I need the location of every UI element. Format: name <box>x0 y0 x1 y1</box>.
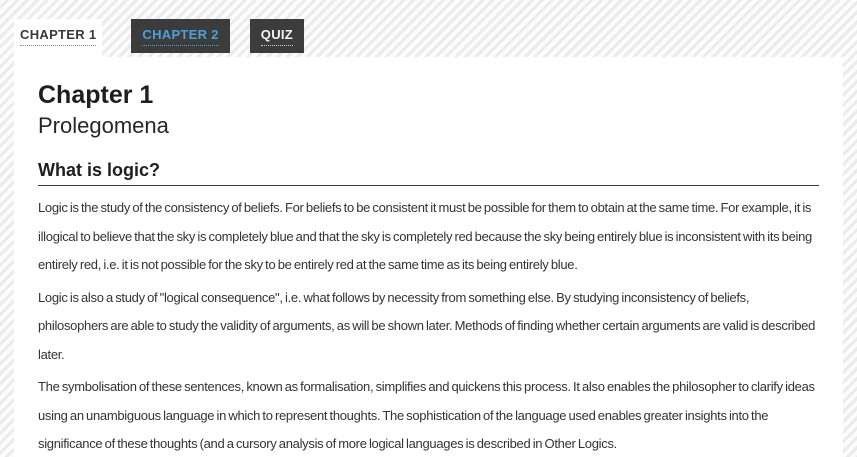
paragraph-3: The symbolisation of these sentences, known as formalisation, simplifies and quickens this process. It also enables the philosopher to clarify ideas using an unambiguous language in which to represent thoughts. The sophistication of the language used enables greater insights into the significance of these thoughts (and a cursory analysis of more logical languages is described in Other Logics. <box>38 379 815 452</box>
paragraph-1: Logic is the study of the consistency of beliefs. For beliefs to be consistent it must be possible for them to obtain at the same time. For example, it is illogical to believe that the sky is completely blue and that the sky is completely red because the sky being entirely blue is inconsistent with its being entirely red, i.e. it is not possible for the sky to be entirely red at the same time as its being entirely blue. <box>38 200 812 273</box>
tab-chapter-1[interactable] <box>14 19 102 57</box>
tab-quiz-label: QUIZ <box>261 27 293 46</box>
section-heading: What is logic? <box>38 160 819 187</box>
tab-chapter-2[interactable] <box>131 19 229 53</box>
tab-quiz[interactable] <box>250 19 304 53</box>
page-subtitle: Prolegomena <box>38 112 169 138</box>
tab-chapter-1-label: CHAPTER 1 <box>20 27 96 46</box>
tab-chapter-2-label: CHAPTER 2 <box>142 27 218 46</box>
content-panel <box>14 57 843 457</box>
section-body <box>38 194 819 457</box>
tab-bar <box>14 19 304 57</box>
page-title: Chapter 1 <box>38 81 154 109</box>
paragraph-2: Logic is also a study of "logical consequence", i.e. what follows by necessity from something else. By studying inconsistency of beliefs, philosophers are able to study the validity of arguments, as will be shown later. Methods of finding whether certain arguments are valid is described later. <box>38 289 816 362</box>
